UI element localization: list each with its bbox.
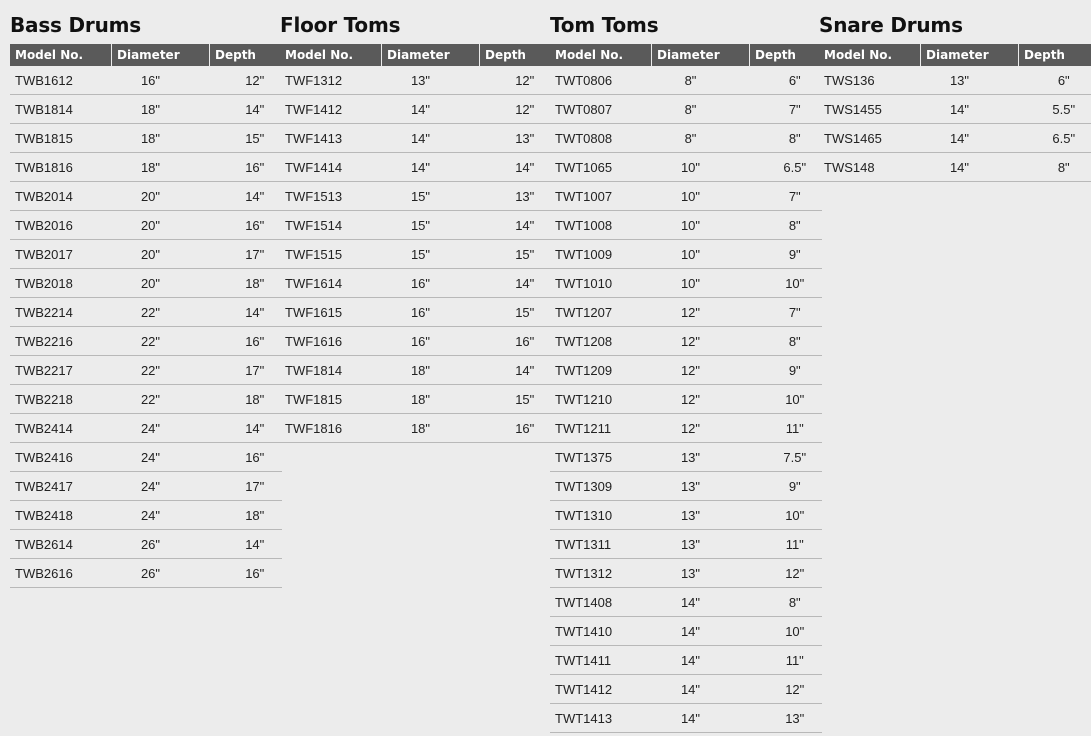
model-no-header: Model No.	[550, 44, 652, 66]
diameter-cell: 12"	[652, 356, 750, 385]
model-no-cell: TWT0807	[550, 95, 652, 124]
diameter-cell: 20"	[112, 269, 210, 298]
model-no-cell: TWB2216	[10, 327, 112, 356]
diameter-cell: 14"	[652, 675, 750, 704]
model-no-cell: TWF1515	[280, 240, 382, 269]
diameter-cell: 16"	[382, 298, 480, 327]
depth-header: Depth	[210, 44, 283, 66]
diameter-cell: 16"	[382, 327, 480, 356]
table-row	[550, 414, 822, 443]
table-row	[550, 153, 822, 182]
model-no-cell: TWF1816	[280, 414, 382, 443]
section-title: Tom Toms	[550, 13, 659, 37]
model-no-cell: TWB1815	[10, 124, 112, 153]
model-no-cell: TWS1465	[819, 124, 921, 153]
model-no-cell: TWT1411	[550, 646, 652, 675]
model-no-cell: TWB2016	[10, 211, 112, 240]
depth-header: Depth	[480, 44, 553, 66]
diameter-cell: 20"	[112, 182, 210, 211]
table-header-row	[550, 44, 822, 66]
model-no-cell: TWT1312	[550, 559, 652, 588]
depth-cell: 16"	[210, 153, 283, 182]
depth-cell: 13"	[480, 124, 553, 153]
model-no-cell: TWF1312	[280, 66, 382, 95]
depth-cell: 13"	[480, 182, 553, 211]
diameter-header: Diameter	[382, 44, 480, 66]
diameter-cell: 14"	[921, 95, 1019, 124]
depth-cell: 12"	[480, 95, 553, 124]
table-row	[10, 327, 282, 356]
model-no-cell: TWB2218	[10, 385, 112, 414]
depth-cell: 18"	[210, 269, 283, 298]
model-no-cell: TWF1616	[280, 327, 382, 356]
diameter-cell: 20"	[112, 211, 210, 240]
table-row	[550, 617, 822, 646]
diameter-cell: 14"	[652, 588, 750, 617]
diameter-header: Diameter	[921, 44, 1019, 66]
table-row	[10, 298, 282, 327]
depth-cell: 8"	[750, 211, 823, 240]
diameter-cell: 26"	[112, 530, 210, 559]
model-no-cell: TWB2614	[10, 530, 112, 559]
model-no-cell: TWB1814	[10, 95, 112, 124]
table-row	[550, 675, 822, 704]
depth-cell: 14"	[480, 269, 553, 298]
table-row	[550, 385, 822, 414]
model-no-cell: TWF1814	[280, 356, 382, 385]
table-row	[550, 530, 822, 559]
table-row	[10, 501, 282, 530]
section-title: Bass Drums	[10, 13, 141, 37]
diameter-cell: 14"	[652, 646, 750, 675]
model-no-cell: TWF1414	[280, 153, 382, 182]
depth-cell: 16"	[480, 414, 553, 443]
depth-cell: 14"	[210, 182, 283, 211]
depth-cell: 11"	[750, 414, 823, 443]
depth-cell: 14"	[210, 414, 283, 443]
depth-cell: 16"	[210, 559, 283, 588]
table-row	[550, 269, 822, 298]
model-no-header: Model No.	[10, 44, 112, 66]
diameter-cell: 15"	[382, 182, 480, 211]
table-row	[819, 95, 1091, 124]
depth-cell: 14"	[210, 95, 283, 124]
depth-cell: 7.5"	[750, 443, 823, 472]
model-no-header: Model No.	[819, 44, 921, 66]
depth-cell: 15"	[480, 298, 553, 327]
table-row	[280, 124, 552, 153]
depth-cell: 10"	[750, 617, 823, 646]
diameter-cell: 10"	[652, 211, 750, 240]
diameter-cell: 14"	[382, 124, 480, 153]
depth-cell: 17"	[210, 356, 283, 385]
table-row	[280, 414, 552, 443]
diameter-cell: 10"	[652, 240, 750, 269]
table-header-row	[10, 44, 282, 66]
table-row	[10, 240, 282, 269]
model-no-cell: TWT0808	[550, 124, 652, 153]
model-no-cell: TWB2414	[10, 414, 112, 443]
depth-cell: 9"	[750, 472, 823, 501]
table-header-row	[280, 44, 552, 66]
table-row	[10, 182, 282, 211]
table-row	[280, 385, 552, 414]
depth-cell: 7"	[750, 182, 823, 211]
model-no-cell: TWB2214	[10, 298, 112, 327]
model-no-cell: TWB1816	[10, 153, 112, 182]
model-no-cell: TWT1007	[550, 182, 652, 211]
diameter-cell: 14"	[652, 704, 750, 733]
model-no-cell: TWF1412	[280, 95, 382, 124]
depth-cell: 7"	[750, 95, 823, 124]
diameter-header: Diameter	[652, 44, 750, 66]
diameter-cell: 18"	[382, 414, 480, 443]
model-no-cell: TWB1612	[10, 66, 112, 95]
model-no-cell: TWT1309	[550, 472, 652, 501]
diameter-cell: 26"	[112, 559, 210, 588]
model-no-cell: TWT1008	[550, 211, 652, 240]
depth-cell: 8"	[750, 327, 823, 356]
model-no-cell: TWB2017	[10, 240, 112, 269]
depth-cell: 8"	[1019, 153, 1091, 182]
depth-cell: 14"	[480, 211, 553, 240]
model-no-cell: TWF1514	[280, 211, 382, 240]
table-row	[550, 472, 822, 501]
diameter-cell: 18"	[382, 385, 480, 414]
model-no-cell: TWT1375	[550, 443, 652, 472]
diameter-cell: 18"	[112, 153, 210, 182]
table-row	[10, 530, 282, 559]
snare-drums-table	[819, 44, 1091, 182]
depth-cell: 6.5"	[750, 153, 823, 182]
diameter-cell: 16"	[112, 66, 210, 95]
table-row	[550, 356, 822, 385]
diameter-cell: 20"	[112, 240, 210, 269]
diameter-cell: 13"	[652, 501, 750, 530]
model-no-cell: TWB2416	[10, 443, 112, 472]
model-no-cell: TWT1413	[550, 704, 652, 733]
model-no-cell: TWB2417	[10, 472, 112, 501]
table-row	[280, 153, 552, 182]
table-row	[280, 356, 552, 385]
depth-cell: 15"	[210, 124, 283, 153]
model-no-cell: TWF1614	[280, 269, 382, 298]
depth-cell: 10"	[750, 269, 823, 298]
model-no-header: Model No.	[280, 44, 382, 66]
depth-cell: 13"	[750, 704, 823, 733]
depth-cell: 7"	[750, 298, 823, 327]
table-row	[550, 327, 822, 356]
model-no-cell: TWT1412	[550, 675, 652, 704]
depth-cell: 10"	[750, 385, 823, 414]
table-row	[550, 443, 822, 472]
model-no-cell: TWF1413	[280, 124, 382, 153]
depth-cell: 6"	[750, 66, 823, 95]
depth-header: Depth	[750, 44, 823, 66]
table-row	[550, 95, 822, 124]
model-no-cell: TWT1065	[550, 153, 652, 182]
table-row	[819, 66, 1091, 95]
floor-toms-table	[280, 44, 552, 443]
diameter-cell: 13"	[382, 66, 480, 95]
diameter-cell: 13"	[652, 472, 750, 501]
depth-cell: 9"	[750, 240, 823, 269]
model-no-cell: TWT1210	[550, 385, 652, 414]
diameter-cell: 12"	[652, 414, 750, 443]
diameter-cell: 8"	[652, 124, 750, 153]
tom-toms-table	[550, 44, 822, 733]
table-row	[10, 124, 282, 153]
table-row	[550, 559, 822, 588]
depth-cell: 16"	[210, 327, 283, 356]
model-no-cell: TWT1410	[550, 617, 652, 646]
table-row	[550, 124, 822, 153]
diameter-cell: 13"	[652, 530, 750, 559]
depth-cell: 14"	[480, 153, 553, 182]
model-no-cell: TWB2616	[10, 559, 112, 588]
model-no-cell: TWF1815	[280, 385, 382, 414]
table-row	[550, 240, 822, 269]
depth-cell: 15"	[480, 385, 553, 414]
diameter-cell: 18"	[112, 95, 210, 124]
diameter-cell: 18"	[382, 356, 480, 385]
depth-cell: 15"	[480, 240, 553, 269]
table-row	[550, 501, 822, 530]
diameter-cell: 8"	[652, 66, 750, 95]
table-row	[550, 182, 822, 211]
diameter-cell: 10"	[652, 182, 750, 211]
table-row	[10, 414, 282, 443]
depth-cell: 18"	[210, 385, 283, 414]
table-row	[550, 66, 822, 95]
diameter-cell: 22"	[112, 356, 210, 385]
table-row	[280, 211, 552, 240]
table-row	[10, 443, 282, 472]
depth-cell: 16"	[210, 443, 283, 472]
depth-cell: 12"	[480, 66, 553, 95]
model-no-cell: TWT1311	[550, 530, 652, 559]
table-row	[280, 327, 552, 356]
table-header-row	[819, 44, 1091, 66]
diameter-header: Diameter	[112, 44, 210, 66]
table-row	[550, 646, 822, 675]
model-no-cell: TWB2014	[10, 182, 112, 211]
diameter-cell: 22"	[112, 298, 210, 327]
table-row	[550, 298, 822, 327]
model-no-cell: TWT1408	[550, 588, 652, 617]
depth-cell: 17"	[210, 472, 283, 501]
table-row	[550, 211, 822, 240]
depth-cell: 5.5"	[1019, 95, 1091, 124]
model-no-cell: TWT1009	[550, 240, 652, 269]
diameter-cell: 24"	[112, 414, 210, 443]
diameter-cell: 12"	[652, 327, 750, 356]
table-row	[10, 66, 282, 95]
diameter-cell: 10"	[652, 269, 750, 298]
diameter-cell: 14"	[652, 617, 750, 646]
depth-cell: 17"	[210, 240, 283, 269]
depth-cell: 16"	[480, 327, 553, 356]
diameter-cell: 12"	[652, 298, 750, 327]
depth-cell: 14"	[210, 530, 283, 559]
depth-cell: 11"	[750, 530, 823, 559]
table-row	[280, 95, 552, 124]
diameter-cell: 14"	[921, 153, 1019, 182]
diameter-cell: 24"	[112, 501, 210, 530]
table-row	[280, 298, 552, 327]
depth-cell: 14"	[480, 356, 553, 385]
diameter-cell: 13"	[652, 443, 750, 472]
diameter-cell: 15"	[382, 240, 480, 269]
diameter-cell: 13"	[921, 66, 1019, 95]
depth-cell: 14"	[210, 298, 283, 327]
model-no-cell: TWS148	[819, 153, 921, 182]
table-row	[10, 211, 282, 240]
section-title: Snare Drums	[819, 13, 963, 37]
depth-header: Depth	[1019, 44, 1091, 66]
model-no-cell: TWT1209	[550, 356, 652, 385]
model-no-cell: TWB2217	[10, 356, 112, 385]
model-no-cell: TWT1207	[550, 298, 652, 327]
depth-cell: 8"	[750, 588, 823, 617]
depth-cell: 8"	[750, 124, 823, 153]
diameter-cell: 22"	[112, 327, 210, 356]
depth-cell: 6.5"	[1019, 124, 1091, 153]
diameter-cell: 14"	[921, 124, 1019, 153]
depth-cell: 9"	[750, 356, 823, 385]
depth-cell: 18"	[210, 501, 283, 530]
diameter-cell: 22"	[112, 385, 210, 414]
model-no-cell: TWT0806	[550, 66, 652, 95]
diameter-cell: 16"	[382, 269, 480, 298]
table-row	[819, 124, 1091, 153]
diameter-cell: 15"	[382, 211, 480, 240]
depth-cell: 10"	[750, 501, 823, 530]
model-no-cell: TWT1208	[550, 327, 652, 356]
table-row	[550, 704, 822, 733]
model-no-cell: TWF1615	[280, 298, 382, 327]
table-row	[10, 559, 282, 588]
table-row	[10, 356, 282, 385]
model-no-cell: TWB2418	[10, 501, 112, 530]
bass-drums-table	[10, 44, 282, 588]
model-no-cell: TWT1310	[550, 501, 652, 530]
table-row	[280, 182, 552, 211]
diameter-cell: 12"	[652, 385, 750, 414]
model-no-cell: TWB2018	[10, 269, 112, 298]
model-no-cell: TWS136	[819, 66, 921, 95]
diameter-cell: 14"	[382, 95, 480, 124]
table-row	[280, 66, 552, 95]
model-no-cell: TWT1010	[550, 269, 652, 298]
section-title: Floor Toms	[280, 13, 401, 37]
table-row	[280, 240, 552, 269]
diameter-cell: 8"	[652, 95, 750, 124]
diameter-cell: 13"	[652, 559, 750, 588]
table-row	[819, 153, 1091, 182]
model-no-cell: TWT1211	[550, 414, 652, 443]
depth-cell: 12"	[750, 675, 823, 704]
diameter-cell: 24"	[112, 472, 210, 501]
table-row	[10, 385, 282, 414]
diameter-cell: 24"	[112, 443, 210, 472]
model-no-cell: TWS1455	[819, 95, 921, 124]
model-no-cell: TWF1513	[280, 182, 382, 211]
table-row	[550, 588, 822, 617]
table-row	[10, 153, 282, 182]
table-row	[280, 269, 552, 298]
diameter-cell: 10"	[652, 153, 750, 182]
depth-cell: 6"	[1019, 66, 1091, 95]
table-row	[10, 95, 282, 124]
diameter-cell: 14"	[382, 153, 480, 182]
depth-cell: 12"	[750, 559, 823, 588]
depth-cell: 11"	[750, 646, 823, 675]
depth-cell: 12"	[210, 66, 283, 95]
depth-cell: 16"	[210, 211, 283, 240]
table-row	[10, 472, 282, 501]
table-row	[10, 269, 282, 298]
diameter-cell: 18"	[112, 124, 210, 153]
